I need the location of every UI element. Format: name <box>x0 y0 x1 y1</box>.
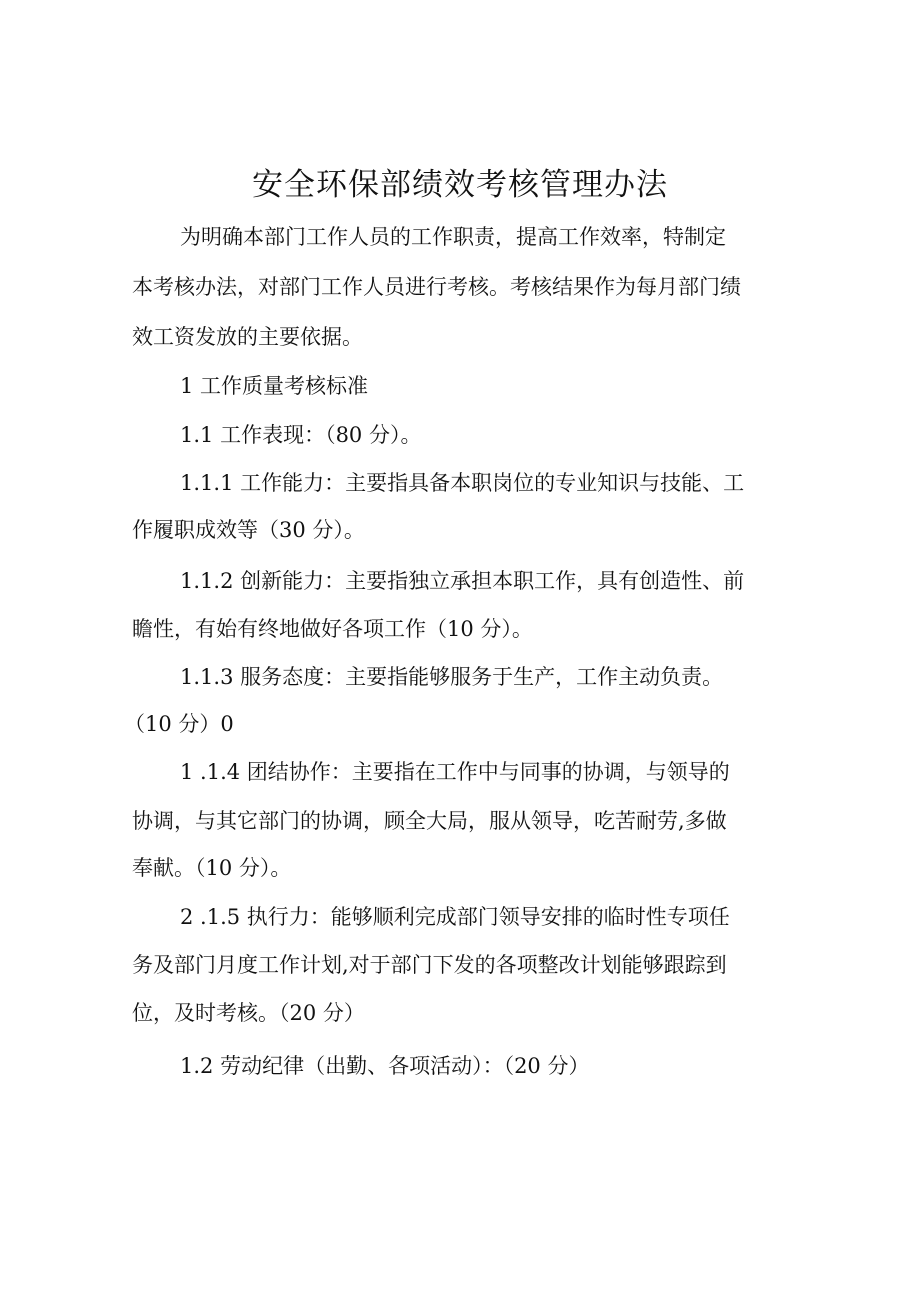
paragraph-line: 奉献。（10 分）。 <box>132 856 292 880</box>
subsection-heading: 1.2 劳动纪律（出勤、各项活动）：（20 分） <box>180 1054 590 1078</box>
paragraph-line: 位，及时考核。（20 分） <box>132 1001 365 1025</box>
paragraph-line: 作履职成效等（30 分）。 <box>132 518 365 542</box>
paragraph-line: 为明确本部门工作人员的工作职责，提高工作效率，特制定 <box>180 225 726 249</box>
paragraph-line: 协调，与其它部门的协调，顾全大局，服从领导，吃苦耐劳,多做 <box>132 809 727 833</box>
paragraph-line: 1.1.2 创新能力：主要指独立承担本职工作，具有创造性、前 <box>180 569 745 593</box>
paragraph-line: 1 .1.4 团结协作：主要指在工作中与同事的协调，与领导的 <box>180 760 730 784</box>
subsection-heading: 1.1 工作表现：（80 分）。 <box>180 423 422 447</box>
document-title: 安全环保部绩效考核管理办法 <box>252 167 668 203</box>
paragraph-line: 2 .1.5 执行力：能够顺利完成部门领导安排的临时性专项任 <box>180 905 730 929</box>
paragraph-line: 效工资发放的主要依据。 <box>132 325 363 349</box>
section-heading: 1 工作质量考核标准 <box>180 374 369 398</box>
paragraph-line: （10 分）0 <box>124 712 234 736</box>
paragraph-line: 本考核办法，对部门工作人员进行考核。考核结果作为每月部门绩 <box>132 275 741 299</box>
paragraph-line: 1.1.1 工作能力：主要指具备本职岗位的专业知识与技能、工 <box>180 471 745 495</box>
paragraph-line: 瞻性，有始有终地做好各项工作（10 分）。 <box>132 617 533 641</box>
paragraph-line: 务及部门月度工作计划,对于部门下发的各项整改计划能够跟踪到 <box>132 953 727 977</box>
paragraph-line: 1.1.3 服务态度：主要指能够服务于生产，工作主动负责。 <box>180 665 724 689</box>
